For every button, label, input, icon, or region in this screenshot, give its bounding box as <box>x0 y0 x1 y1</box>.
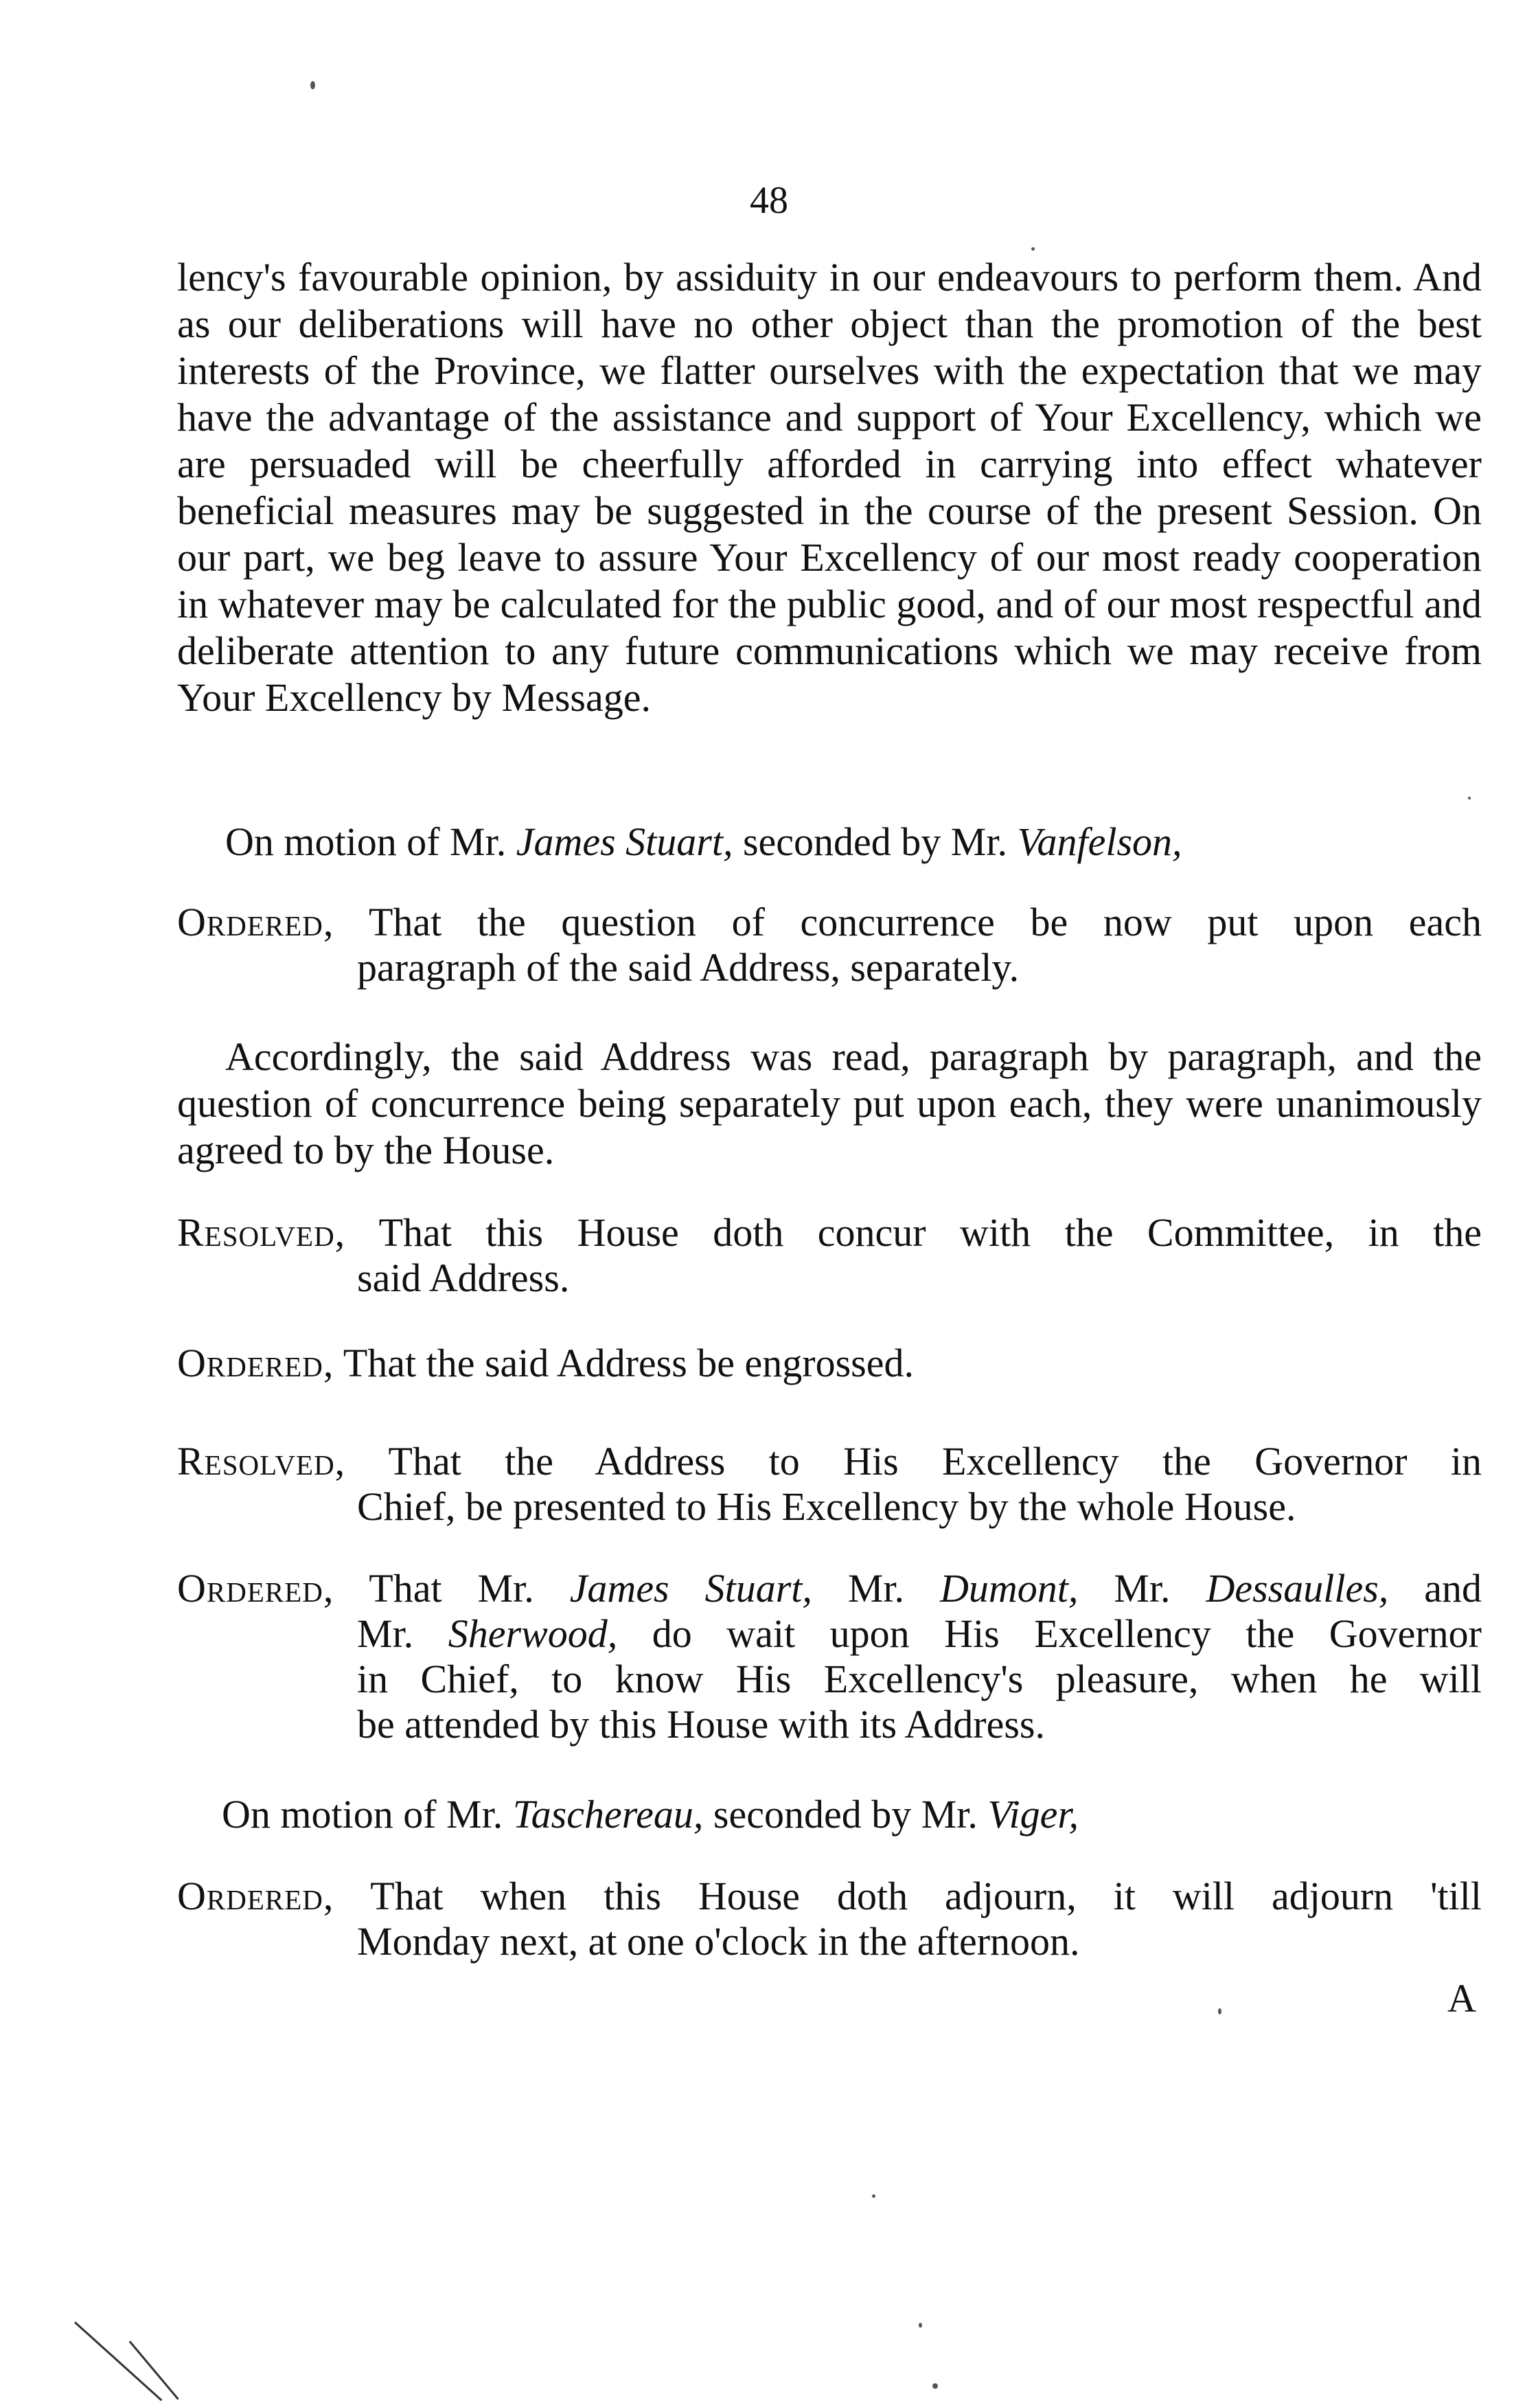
scan-scratch <box>129 2341 179 2400</box>
page-number: 48 <box>750 179 788 222</box>
member-name: James Stuart, <box>569 1566 812 1611</box>
entry-first-line <box>177 1210 1482 1256</box>
entry-text: Mr. <box>357 1611 414 1656</box>
motion-line <box>222 1791 1079 1838</box>
entry-first-line <box>177 900 1482 945</box>
catchword: A <box>1447 1976 1476 2021</box>
entry-text: That the question of concurrence be now put upon each <box>368 900 1482 944</box>
opening-paragraph <box>177 254 1482 721</box>
journal-entry <box>177 1874 1482 1964</box>
entry-first-line <box>177 1341 914 1385</box>
journal-entry <box>177 1566 1482 1747</box>
ink-speck <box>919 2323 922 2328</box>
journal-entry <box>177 1210 1482 1301</box>
entry-first-line <box>177 1439 1482 1484</box>
reading-paragraph: Accordingly, the said Address was read, paragraph by paragraph, and the question of concurrence being separately put upon each, they were unanimously agreed to by the House. <box>177 1034 1482 1172</box>
entry-keyword: Ordered, <box>177 1874 334 1918</box>
entry-keyword: Ordered, <box>177 1341 334 1385</box>
entry-text: do wait upon His Excellency the Governor <box>652 1611 1482 1656</box>
entry-keyword: Ordered, <box>177 900 334 944</box>
entry-keyword: Resolved, <box>177 1439 346 1484</box>
motion-prefix: On motion of Mr. <box>222 1792 503 1837</box>
mover-name: Taschereau, <box>512 1792 704 1837</box>
entry-text: That Mr. <box>369 1566 534 1611</box>
entry-continuation: in Chief, to know His Excellency's pleasure, when he will <box>357 1657 1482 1701</box>
entry-first-line <box>177 1874 1482 1919</box>
ink-speck <box>1468 797 1471 799</box>
member-name: Dessaulles, <box>1206 1566 1389 1611</box>
ink-speck <box>932 2383 938 2389</box>
ink-speck <box>310 81 315 89</box>
seconder-name: Viger, <box>987 1792 1079 1837</box>
entry-continuation: said Address. <box>357 1256 570 1300</box>
motion-middle: seconded by Mr. <box>742 819 1007 864</box>
motion-prefix: On motion of Mr. <box>225 819 507 864</box>
entry-text: Mr. <box>847 1566 905 1611</box>
address-text: lency's favourable opinion, by assiduity in our endeavours to perform them. And as our deliberations will have no other object than the promotion of the best interests of the Province, we flatter ourselves with the expectation that we may have the advantage of the assistance and support of Your Excellency, which we are persuaded will be cheerfully afforded in carrying into effect whatever beneficial measures may be suggested in the course of the present Session. On our part, we beg leave to assure Your Excellency of our most ready cooperation in whatever may be calculated for the public good, and of our most respectful and deliberate attention to any future communications which we may receive from Your Excellency by Message. <box>177 255 1482 720</box>
entry-first-line <box>177 1566 1482 1611</box>
entry-keyword: Resolved, <box>177 1210 346 1255</box>
entry-continuation <box>177 1611 1482 1657</box>
member-name: Dumont, <box>939 1566 1079 1611</box>
journal-entry <box>177 900 1482 990</box>
entry-text: and <box>1424 1566 1482 1611</box>
entry-continuation: paragraph of the said Address, separately. <box>357 945 1020 990</box>
entry-keyword: Ordered, <box>177 1566 334 1611</box>
motion-middle: seconded by Mr. <box>713 1792 978 1837</box>
scan-scratch <box>74 2321 162 2401</box>
journal-entry <box>177 1341 1482 1386</box>
motion-line <box>225 819 1182 865</box>
entry-continuation: be attended by this House with its Address. <box>357 1702 1046 1747</box>
entry-text: Mr. <box>1114 1566 1171 1611</box>
entry-text: That this House doth concur with the Committee, in the <box>378 1210 1482 1255</box>
journal-entry <box>177 1439 1482 1530</box>
ink-speck <box>872 2194 875 2198</box>
entry-continuation: Chief, be presented to His Excellency by the whole House. <box>357 1484 1296 1529</box>
entry-continuation: Monday next, at one o'clock in the afternoon. <box>357 1919 1080 1964</box>
mover-name: James Stuart, <box>516 819 733 864</box>
seconder-name: Vanfelson, <box>1017 819 1182 864</box>
member-name: Sherwood, <box>448 1611 618 1656</box>
entry-text: That the said Address be engrossed. <box>343 1341 914 1385</box>
entry-text: That the Address to His Excellency the Governor in <box>388 1439 1482 1484</box>
ink-speck <box>1218 2008 1221 2014</box>
ink-speck <box>1031 247 1035 251</box>
entry-text: That when this House doth adjourn, it will adjourn 'till <box>370 1874 1482 1918</box>
